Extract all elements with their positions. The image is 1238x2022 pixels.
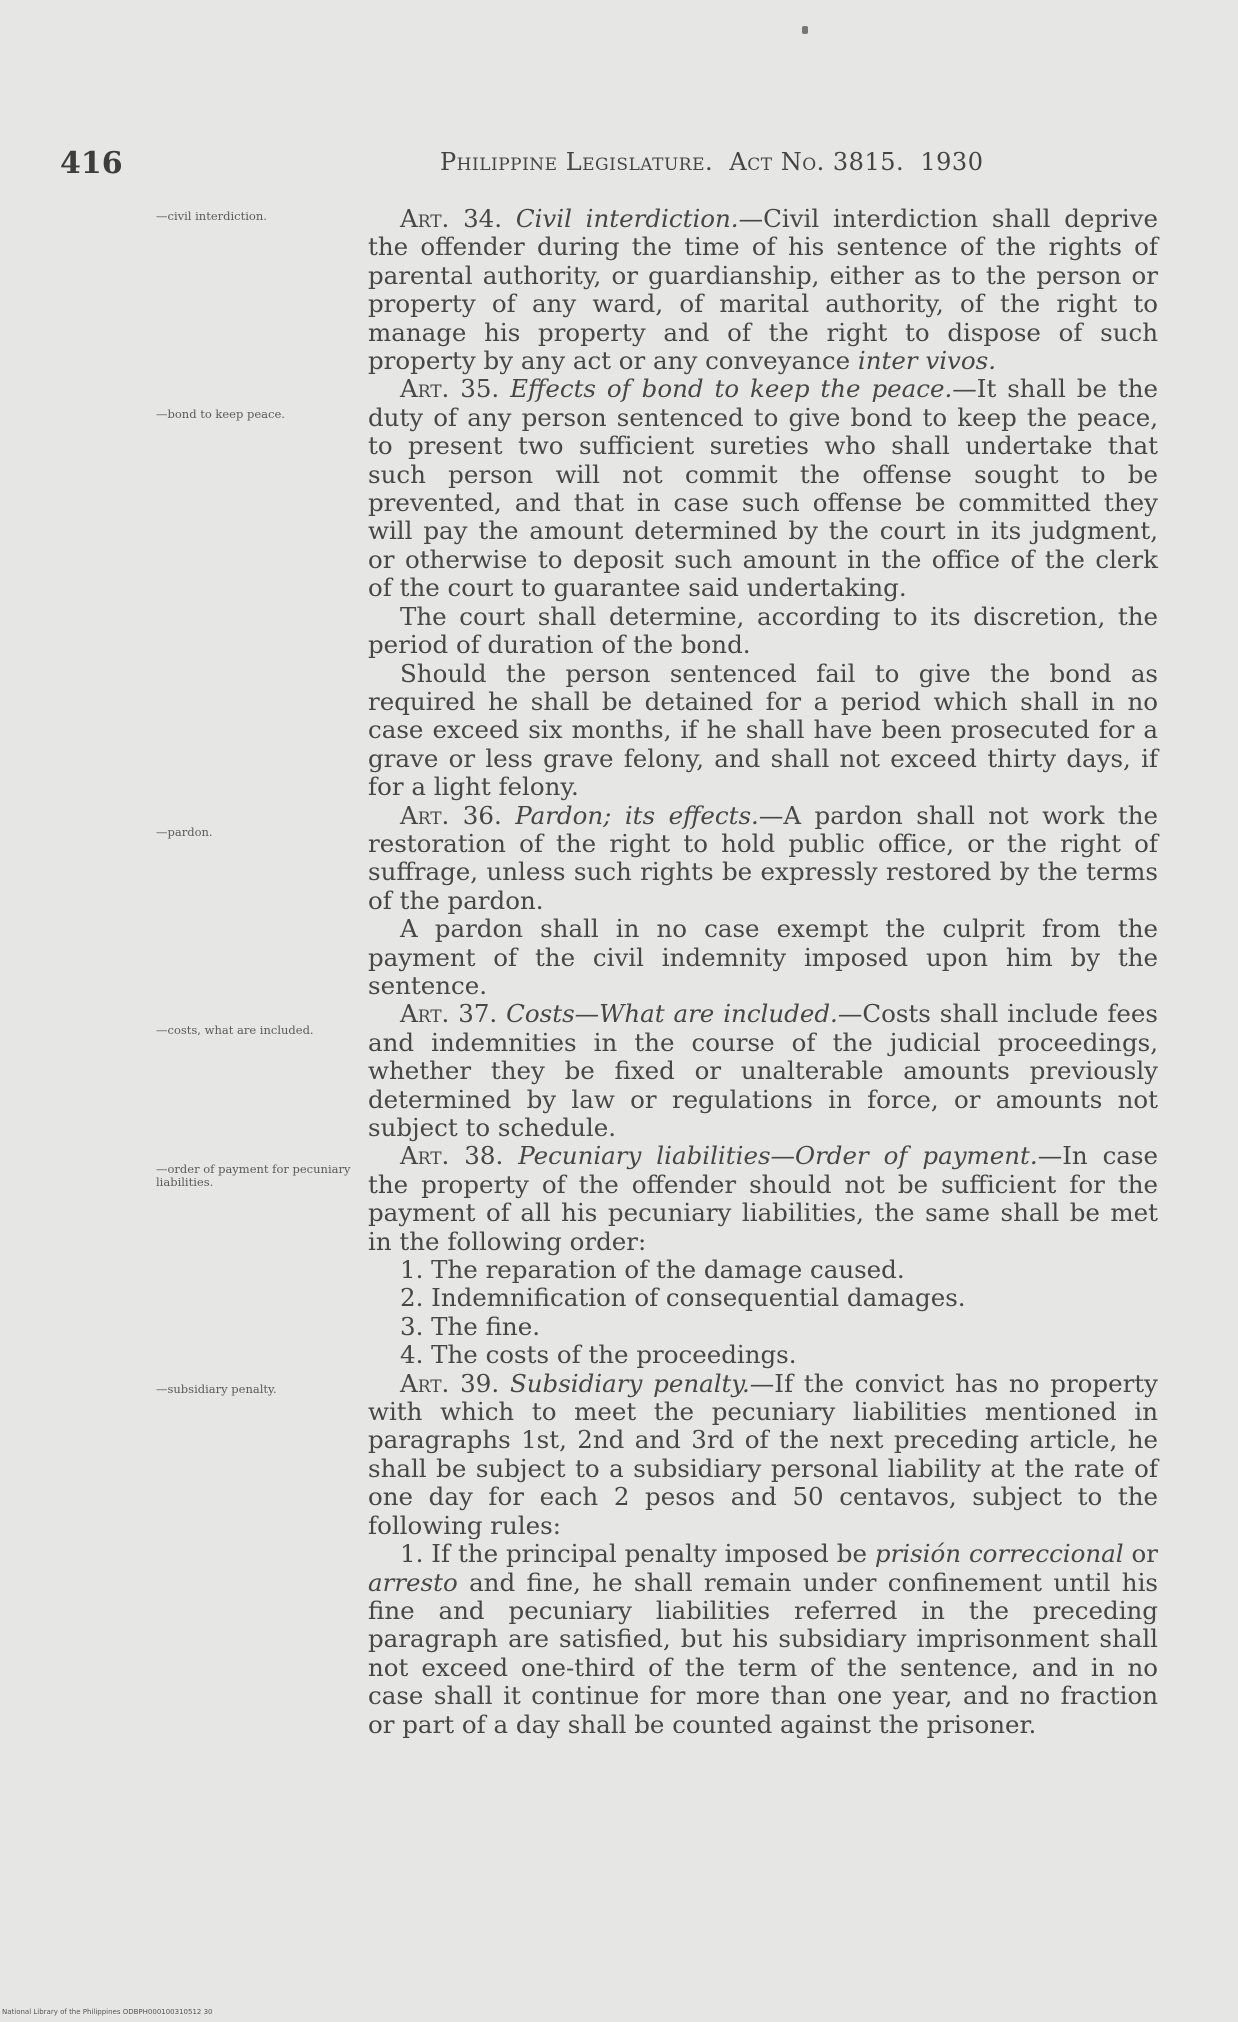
article-text: —If the convict has no property with which to meet the pecuniary liabilities mentioned in paragraphs 1st, 2nd and 3rd of the next preceding article, he shall be subject to a subsidiary personal liability at the rate of one day for each 2 pesos and 50 centavos, subject to the following rules: bbox=[368, 1368, 1158, 1540]
running-head-year: 1930 bbox=[920, 148, 984, 176]
article-title: Pardon; its effects. bbox=[515, 800, 759, 830]
article-36 bbox=[368, 802, 1158, 916]
margin-note-pardon: —pardon. bbox=[156, 825, 213, 839]
article-39-rule-1 bbox=[368, 1540, 1158, 1739]
list-item: 1. The reparation of the damage caused. bbox=[400, 1255, 905, 1285]
article-38 bbox=[368, 1142, 1158, 1256]
list-item: 2. Indemnification of consequential damages. bbox=[400, 1283, 966, 1313]
article-number: Art. 36. bbox=[400, 800, 502, 830]
rule-text: or bbox=[1131, 1539, 1158, 1569]
footer-attribution: National Library of the Philippines ODBPH000100310512 30 bbox=[2, 2008, 213, 2016]
article-34 bbox=[368, 205, 1158, 375]
rule-term-arresto: arresto bbox=[368, 1567, 458, 1597]
article-number: Art. 34. bbox=[400, 204, 503, 233]
rule-text: 1. If the principal penalty imposed be bbox=[400, 1539, 867, 1569]
article-35-paragraph-3: Should the person sentenced fail to give the bond as required he shall be detained for a period which shall in no case exceed six months, if he shall have been prosecuted for a grave or less grave felony, and shall not exceed thirty days, if for a light felony. bbox=[368, 658, 1158, 802]
margin-note-order-of-payment: —order of payment for pecuniary liabilities. bbox=[156, 1162, 351, 1189]
rule-text: and fine, he shall remain under confinement until his fine and pecuniary liabilities referred in the preceding paragraph are satisfied, but his subsidiary imprisonment shall not exceed one-third of the term of the sentence, and in no case shall it continue for more than one year, and no fraction or part of a day shall be counted against the prisoner. bbox=[368, 1567, 1158, 1739]
article-text-italic: inter vivos. bbox=[857, 346, 996, 376]
running-head-act: Act No. 3815. bbox=[729, 148, 905, 176]
article-text: —A pardon shall not work the restoration of the right to hold public office, or the right of suffrage, unless such rights be expressly restored by the terms of the pardon. bbox=[368, 800, 1158, 915]
article-title: Civil interdiction. bbox=[515, 204, 739, 233]
article-35 bbox=[368, 375, 1158, 602]
article-title: Pecuniary liabilities—Order of payment. bbox=[518, 1141, 1038, 1171]
article-36-paragraph-2: A pardon shall in no case exempt the culprit from the payment of the civil indemnity imposed upon him by the sentence. bbox=[368, 914, 1158, 1000]
list-item: 3. The fine. bbox=[400, 1311, 540, 1341]
article-35-paragraph-2: The court shall determine, according to its discretion, the period of duration of the bond. bbox=[368, 601, 1158, 660]
article-number: Art. 37. bbox=[400, 999, 498, 1029]
article-number: Art. 35. bbox=[400, 374, 500, 404]
scan-mark bbox=[802, 26, 808, 34]
article-text: —It shall be the duty of any person sentenced to give bond to keep the peace, to present two sufficient sureties who shall undertake that such person will not commit the offense sought to be prevented, and that in case such offense be committed they will pay the amount determined by the court in its judgment, or otherwise to deposit such amount in the office of the clerk of the court to guarantee said undertaking. bbox=[368, 374, 1158, 603]
margin-note-bond-to-keep-peace: —bond to keep peace. bbox=[156, 407, 285, 421]
article-title: Subsidiary penalty. bbox=[509, 1368, 750, 1398]
article-39 bbox=[368, 1370, 1158, 1540]
margin-note-costs: —costs, what are included. bbox=[156, 1023, 314, 1037]
article-number: Art. 39. bbox=[400, 1368, 500, 1398]
margin-note-subsidiary-penalty: —subsidiary penalty. bbox=[156, 1382, 277, 1396]
running-head bbox=[440, 148, 983, 176]
list-item: 4. The costs of the proceedings. bbox=[400, 1340, 797, 1370]
article-text: —Costs shall include fees and indemnities in the course of the judicial proceedings, whether they be fixed or unalterable amounts previously determined by law or regulations in force, or amounts not subject to schedule. bbox=[368, 999, 1158, 1142]
article-number: Art. 38. bbox=[400, 1141, 504, 1171]
running-head-legislature: Philippine Legislature. bbox=[440, 148, 714, 176]
article-37 bbox=[368, 1000, 1158, 1142]
page-number: 416 bbox=[60, 146, 123, 181]
article-text: —Civil interdiction shall deprive the offender during the time of his sentence of the rights of parental authority, or guardianship, either as to the person or property of any ward, of marital authority, of the right to manage his property and of the right to dispose of such property by any act or any conveyance bbox=[368, 204, 1159, 376]
margin-note-civil-interdiction: —civil interdiction. bbox=[156, 209, 267, 223]
body-text bbox=[368, 205, 1158, 1739]
article-title: Costs—What are included. bbox=[506, 999, 838, 1029]
article-title: Effects of bond to keep the peace. bbox=[510, 374, 953, 404]
article-text: —In case the property of the offender should not be sufficient for the payment of all his pecuniary liabilities, the same shall be met in the following order: bbox=[368, 1141, 1158, 1256]
rule-term-prision: prisión correccional bbox=[874, 1539, 1124, 1569]
